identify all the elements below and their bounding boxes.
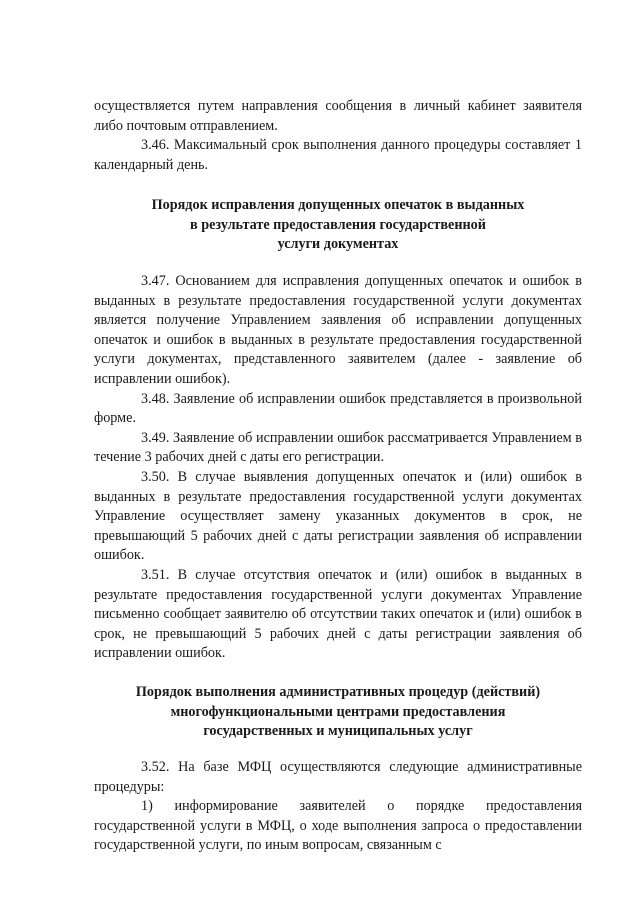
list-item-1: 1) информирование заявителей о порядке предоставления государственной услуги в МФЦ, о ходе выполнения запроса о предоставлении государственной услуги, по иным вопросам, связанным с [94, 798, 582, 854]
paragraph-3-46: 3.46. Максимальный срок выполнения данного процедуры составляет 1 календарный день. [94, 137, 582, 173]
paragraph-3-50: 3.50. В случае выявления допущенных опечаток и (или) ошибок в выданных в результате предоставления государственной услуги документах Управление осуществляет замену указанных документов в срок, не превышающий 5 рабочих дней с даты регистрации заявления об исправлении ошибок. [94, 468, 582, 564]
intro-paragraph: осуществляется путем направления сообщения в личный кабинет заявителя либо почтовым отправлением. [94, 98, 582, 134]
heading-line: Порядок выполнения административных процедур (действий) [135, 684, 541, 700]
heading-line: государственных и муниципальных услуг [203, 723, 473, 740]
section-heading-corrections [94, 196, 582, 255]
paragraph-3-51: 3.51. В случае отсутствия опечаток и (или) ошибок в выданных в результате предоставления государственной услуги документах Управление письменно сообщает заявителю об отсутствии таких опечаток и (или) ошибок в срок, не превышающий 5 рабочих дней с даты регистрации заявления об исправлении ошибок. [94, 566, 582, 662]
paragraph-3-47: 3.47. Основанием для исправления допущенных опечаток и ошибок в выданных в результате предоставления государственной услуги документах является получение Управлением заявления об исправлении допущенных опечаток и ошибок в выданных в результате предоставления государственной услуги документах, представленного заявителем (далее - заявление об исправлении ошибок). [94, 273, 582, 387]
heading-line: в результате предоставления государственной [190, 216, 486, 233]
paragraph-3-52: 3.52. На базе МФЦ осуществляются следующие административные процедуры: [94, 759, 582, 795]
mfc-section [94, 758, 582, 856]
paragraph-3-48: 3.48. Заявление об исправлении ошибок представляется в произвольной форме. [94, 390, 582, 427]
heading-line: услуги документах [277, 236, 399, 253]
heading-line: Порядок исправления допущенных опечаток в выданных [151, 197, 525, 213]
heading-line: многофункциональными центрами предоставления [170, 703, 506, 720]
paragraph-3-49: 3.49. Заявление об исправлении ошибок рассматривается Управлением в течение 3 рабочих дней с даты его регистрации. [94, 429, 582, 466]
corrections-section [94, 272, 582, 664]
section-heading-mfc [94, 683, 582, 742]
intro-block [94, 97, 582, 175]
